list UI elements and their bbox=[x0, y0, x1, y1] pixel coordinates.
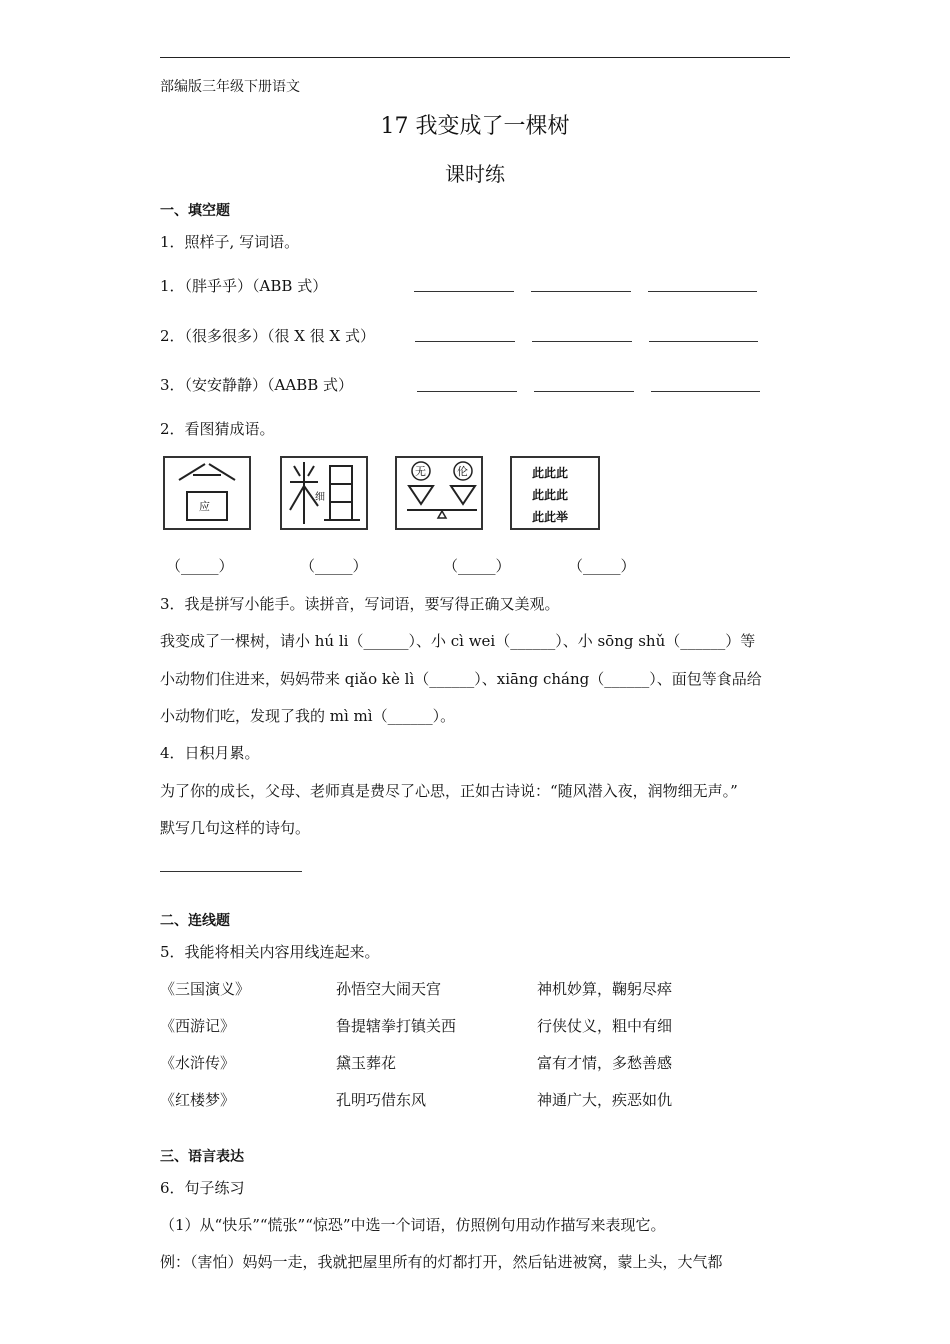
question-1-prompt: 1．照样子, 写词语。 bbox=[160, 233, 300, 251]
match-trait[interactable]: 行侠仗义，粗中有细 bbox=[537, 1017, 673, 1035]
section-heading-matching: 二、连线题 bbox=[160, 913, 230, 929]
lesson-subtitle: 课时练 bbox=[445, 162, 505, 186]
section-heading-fill-blank: 一、填空题 bbox=[160, 203, 230, 219]
question-5-prompt: 5．我能将相关内容用线连起来。 bbox=[160, 943, 380, 961]
question-3-prompt: 3．我是拼写小能手。读拼音，写词语，要写得正确又美观。 bbox=[160, 595, 560, 613]
idiom-picture-2 bbox=[280, 456, 368, 530]
idiom-answer-2[interactable]: （_____） bbox=[300, 557, 368, 575]
answer-blank[interactable] bbox=[648, 291, 757, 292]
answer-blank[interactable] bbox=[532, 341, 632, 342]
poem-answer-blank[interactable] bbox=[160, 871, 302, 872]
answer-blank[interactable] bbox=[531, 291, 631, 292]
match-trait[interactable]: 神机妙算，鞠躬尽瘁 bbox=[537, 980, 673, 998]
idiom-answer-3[interactable]: （_____） bbox=[443, 557, 511, 575]
match-book[interactable]: 《西游记》 bbox=[160, 1017, 236, 1035]
question-4-prompt: 4．日积月累。 bbox=[160, 744, 260, 762]
match-trait[interactable]: 神通广大，疾恶如仇 bbox=[537, 1091, 673, 1109]
idiom-picture-3 bbox=[395, 456, 483, 530]
question-1-item-1: 1．（胖乎乎）（ABB 式） bbox=[160, 277, 328, 295]
answer-blank[interactable] bbox=[417, 391, 517, 392]
box-4-line-1: 此此此 bbox=[532, 466, 569, 480]
lesson-title: 17 我变成了一棵树 bbox=[380, 114, 570, 139]
match-story[interactable]: 孙悟空大闹天宫 bbox=[336, 980, 442, 998]
question-3-line-2: 小动物们住进来，妈妈带来 qiǎo kè lì（______）、xiāng cháng（______）、面包等食品给 bbox=[160, 670, 762, 688]
match-book[interactable]: 《红楼梦》 bbox=[160, 1091, 236, 1109]
idiom-picture-1 bbox=[163, 456, 251, 530]
box-4-line-2: 此此此 bbox=[532, 488, 569, 502]
match-story[interactable]: 孔明巧借东风 bbox=[336, 1091, 427, 1109]
top-rule bbox=[160, 57, 790, 58]
question-6-line-1: （1）从“快乐”“慌张”“惊恐”中选一个词语，仿照例句用动作描写来表现它。 bbox=[160, 1216, 666, 1234]
answer-blank[interactable] bbox=[415, 341, 515, 342]
box-2-char: 细 bbox=[315, 492, 325, 503]
balance-scale-shape bbox=[397, 458, 481, 528]
answer-blank[interactable] bbox=[651, 391, 760, 392]
idiom-answer-4[interactable]: （_____） bbox=[568, 557, 636, 575]
box-3-right-char: 伦 bbox=[457, 465, 468, 478]
question-6-example: 例：（害怕）妈妈一走，我就把屋里所有的灯都打开，然后钻进被窝，蒙上头，大气都 bbox=[160, 1253, 723, 1271]
idiom-answer-1[interactable]: （_____） bbox=[166, 557, 234, 575]
answer-blank[interactable] bbox=[649, 341, 758, 342]
question-1-item-2: 2．（很多很多）（很 X 很 X 式） bbox=[160, 327, 375, 345]
question-6-prompt: 6．句子练习 bbox=[160, 1179, 245, 1197]
idiom-picture-4 bbox=[510, 456, 600, 530]
answer-blank[interactable] bbox=[414, 291, 514, 292]
match-story[interactable]: 黛玉葬花 bbox=[336, 1054, 397, 1072]
page-header: 部编版三年级下册语文 bbox=[160, 79, 300, 95]
question-4-line-2: 默写几句这样的诗句。 bbox=[160, 819, 311, 837]
answer-blank[interactable] bbox=[534, 391, 634, 392]
match-story[interactable]: 鲁提辖拳打镇关西 bbox=[336, 1017, 457, 1035]
box-3-left-char: 无 bbox=[415, 465, 426, 478]
roof-shape bbox=[165, 458, 249, 528]
question-1-item-3: 3．（安安静静）（AABB 式） bbox=[160, 376, 354, 394]
box-4-line-3: 此此举 bbox=[532, 510, 569, 524]
question-2-prompt: 2．看图猜成语。 bbox=[160, 420, 275, 438]
section-heading-expression: 三、语言表达 bbox=[160, 1149, 244, 1165]
box-1-char: 应 bbox=[199, 500, 210, 513]
match-book[interactable]: 《三国演义》 bbox=[160, 980, 251, 998]
question-3-line-1: 我变成了一棵树，请小 hú li（______）、小 cì wei（______）、小 sōng shǔ（______）等 bbox=[160, 632, 756, 650]
question-4-line-1: 为了你的成长，父母、老师真是费尽了心思，正如古诗说：“随风潜入夜，润物细无声。” bbox=[160, 782, 738, 800]
match-trait[interactable]: 富有才情，多愁善感 bbox=[537, 1054, 673, 1072]
match-book[interactable]: 《水浒传》 bbox=[160, 1054, 236, 1072]
question-3-line-3: 小动物们吃，发现了我的 mì mì（______）。 bbox=[160, 707, 456, 725]
